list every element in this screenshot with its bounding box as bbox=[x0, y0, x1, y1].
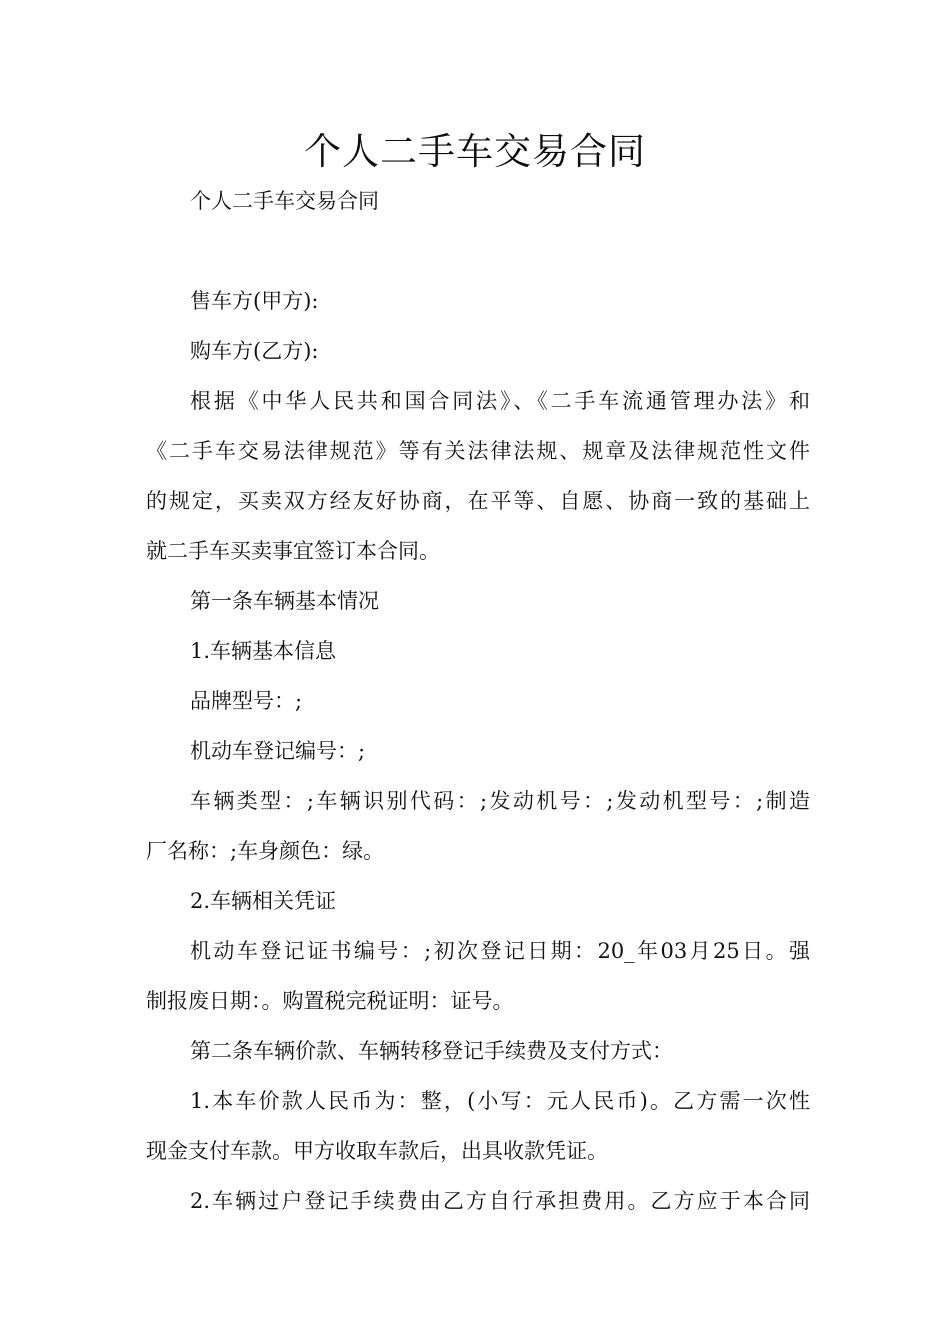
certificate-details-line-2: 制报废日期：。购置税完税证明：证号。 bbox=[146, 989, 514, 1013]
article1-item1-heading: 1.车辆基本信息 bbox=[190, 639, 337, 663]
seller-line: 售车方(甲方): bbox=[190, 289, 319, 313]
registration-number-line: 机动车登记编号：; bbox=[190, 739, 366, 763]
document-subtitle: 个人二手车交易合同 bbox=[190, 189, 379, 213]
vehicle-details-line-2: 厂名称：;车身颜色：绿。 bbox=[146, 839, 385, 863]
preamble-line-2: 《二手车交易法律规范》等有关法律法规、规章及法律规范性文件 bbox=[146, 439, 810, 463]
article2-item2-line-1: 2.车辆过户登记手续费由乙方自行承担费用。乙方应于本合同 bbox=[190, 1189, 810, 1213]
preamble-line-3: 的规定，买卖双方经友好协商，在平等、自愿、协商一致的基础上 bbox=[146, 489, 810, 513]
certificate-details-line-1: 机动车登记证书编号：;初次登记日期：20_年03月25日。强 bbox=[190, 939, 810, 963]
buyer-line: 购车方(乙方): bbox=[190, 339, 319, 363]
article2-heading: 第二条车辆价款、车辆转移登记手续费及支付方式： bbox=[190, 1039, 673, 1063]
article1-heading: 第一条车辆基本情况 bbox=[190, 589, 379, 613]
article1-item2-heading: 2.车辆相关凭证 bbox=[190, 889, 337, 913]
preamble-line-1: 根据《中华人民共和国合同法》、《二手车流通管理办法》和 bbox=[190, 389, 810, 413]
vehicle-details-line-1: 车辆类型：;车辆识别代码：;发动机号：;发动机型号：;制造 bbox=[190, 789, 810, 813]
article2-item1-line-2: 现金支付车款。甲方收取车款后，出具收款凭证。 bbox=[146, 1139, 608, 1163]
document-title: 个人二手车交易合同 bbox=[304, 130, 646, 173]
article2-item1-line-1: 1.本车价款人民币为：整，(小写：元人民币)。乙方需一次性 bbox=[190, 1089, 810, 1113]
brand-model-line: 品牌型号：; bbox=[190, 689, 303, 713]
preamble-line-4: 就二手车买卖事宜签订本合同。 bbox=[146, 539, 440, 563]
